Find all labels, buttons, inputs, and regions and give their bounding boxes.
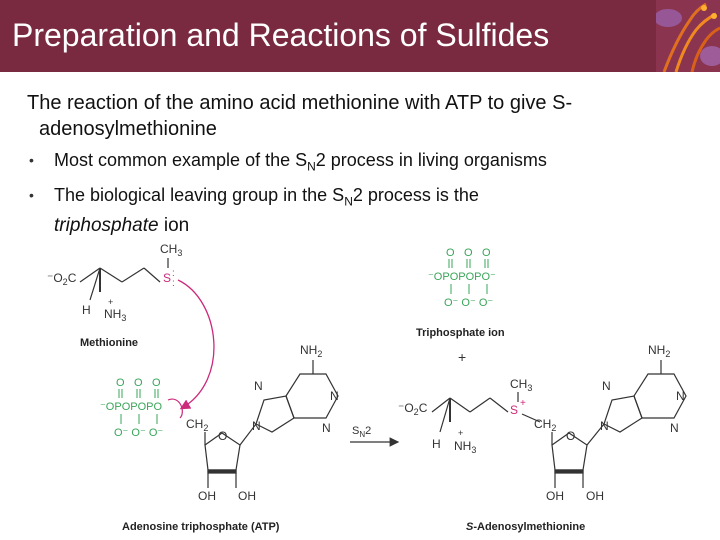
svg-text:S: S: [510, 403, 519, 417]
svg-text:N: N: [252, 419, 261, 433]
svg-text:NH2: $NH_2$: [300, 343, 323, 359]
svg-text:⁻OPOPOPO⁻: ⁻OPOPOPO⁻: [428, 271, 496, 283]
carboxylate-label: $^-O_2C$: [47, 271, 77, 287]
svg-text:⁻O2C: $^-O_2C$: [398, 401, 428, 417]
svg-text:NH3: $NH_3$: [454, 439, 477, 455]
italic-text: triphosphate: [54, 215, 159, 237]
subscript: N: [307, 159, 316, 174]
bullet-item: [27, 148, 707, 179]
bullet-text: The biological leaving group in the S: [54, 184, 345, 205]
nucleophilic-attack-arrow: [178, 280, 214, 408]
svg-text:N: N: [602, 379, 611, 393]
bullet-list: [27, 148, 707, 238]
svg-text:O: O: [566, 429, 576, 443]
svg-text:OH: OH: [238, 489, 256, 503]
slide-body: [27, 90, 707, 242]
svg-text:OH: OH: [546, 489, 564, 503]
bullet-text: ion: [158, 215, 190, 237]
slide-title: Preparation and Reactions of Sulfides: [12, 17, 550, 53]
svg-text:O: O: [218, 429, 228, 443]
svg-text::: :: [172, 268, 175, 279]
saffron-flower-image: [656, 0, 720, 72]
triphosphate-label: Triphosphate ion: [416, 327, 505, 339]
svg-text:O: O: [134, 377, 143, 389]
svg-text:+: +: [520, 398, 526, 409]
svg-text:⁻OPOPOPO: ⁻OPOPOPO: [100, 401, 163, 413]
svg-text:O⁻ O⁻ O⁻: O⁻ O⁻ O⁻: [444, 297, 494, 309]
nh3-label: $NH_3$: [104, 307, 127, 323]
svg-text:CH2: $CH_2$: [186, 417, 209, 433]
sn2-label: $S_N2$: [352, 425, 372, 439]
svg-text:N: N: [322, 421, 331, 435]
atp-label: Adenosine triphosphate (ATP): [122, 521, 280, 533]
svg-text:N: N: [254, 379, 263, 393]
bullet-dot-icon: •: [29, 152, 34, 168]
svg-text:NH2: $NH_2$: [648, 343, 671, 359]
svg-text:CH3: $CH_3$: [510, 377, 533, 393]
svg-text:N: N: [600, 419, 609, 433]
bullet-item: [27, 183, 707, 239]
intro-line-1: The reaction of the amino acid methionine with ATP to give S-: [27, 92, 573, 114]
svg-text:N: N: [330, 389, 339, 403]
h-label: H: [82, 303, 91, 317]
bullet-text: 2 process in living organisms: [315, 150, 547, 170]
sam-structure: [398, 343, 686, 503]
svg-text:O: O: [116, 377, 125, 389]
subscript: N: [344, 194, 353, 209]
svg-text:O: O: [446, 247, 455, 259]
svg-text:N: N: [670, 421, 679, 435]
plus-sign: +: [458, 349, 467, 365]
svg-text:OH: OH: [586, 489, 604, 503]
leaving-group-arrow: [168, 399, 182, 418]
atp-nucleoside: [186, 343, 339, 503]
bullet-dot-icon: •: [29, 186, 34, 203]
atp-triphosphate: [100, 377, 163, 439]
title-bar: [0, 0, 720, 72]
triphosphate-ion: [428, 247, 496, 309]
svg-text:H: H: [432, 437, 441, 451]
svg-text::: :: [172, 278, 175, 289]
bullet-text: Most common example of the S: [54, 150, 308, 170]
sulfur-atom: S: [163, 271, 172, 285]
svg-text:N: N: [676, 389, 685, 403]
svg-text:CH2: $CH_2$: [534, 417, 557, 433]
svg-text:+: +: [458, 428, 464, 438]
methionine-structure: [47, 242, 182, 323]
svg-text:O: O: [152, 377, 161, 389]
svg-text:O: O: [464, 247, 473, 259]
sam-label: S-Adenosylmethionine: [466, 521, 586, 533]
bullet-text: 2 process is the: [352, 184, 479, 205]
methionine-label: Methionine: [80, 337, 139, 349]
svg-text:O: O: [482, 247, 491, 259]
ch3-label: $CH_3$: [160, 242, 183, 258]
svg-text:OH: OH: [198, 489, 216, 503]
intro-text: [27, 90, 707, 142]
svg-text:O⁻ O⁻ O⁻: O⁻ O⁻ O⁻: [114, 427, 164, 439]
reaction-diagram: [0, 240, 720, 540]
intro-line-2: adenosylmethionine: [39, 118, 217, 140]
svg-text:+: +: [108, 297, 114, 307]
